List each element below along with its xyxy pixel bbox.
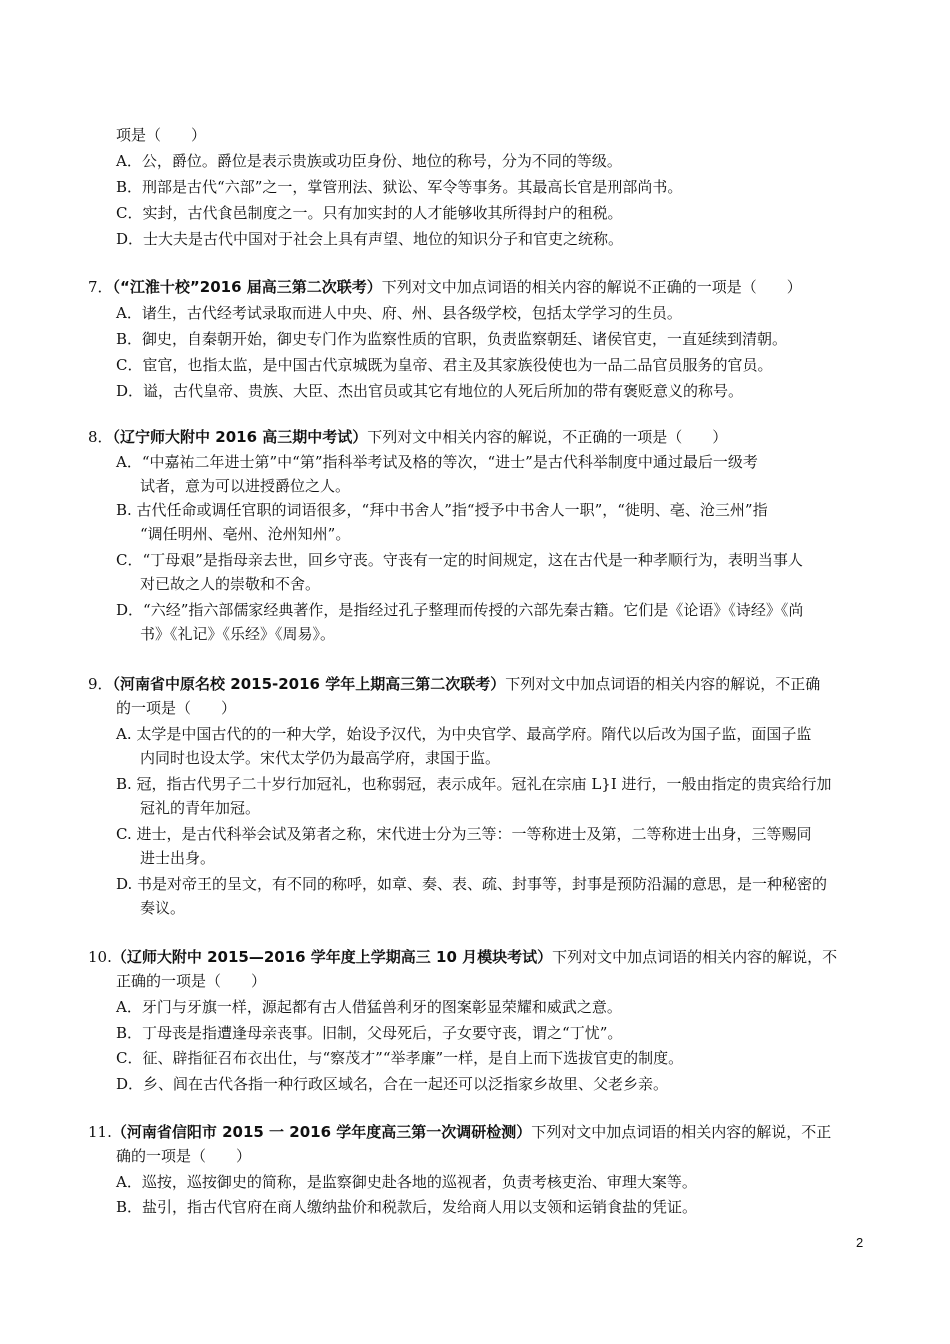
- q11-stem-continuation: 确的一项是（ ）: [116, 1147, 252, 1165]
- q9-stem-continuation: 的一项是（ ）: [116, 699, 237, 717]
- q8-option-c-cont: 对已故之人的崇敬和不舍。: [140, 575, 321, 593]
- q8-option-a-cont: 试者，意为可以进授爵位之人。: [140, 477, 351, 495]
- q8-header: [88, 427, 727, 447]
- q8-option-b-cont: “调任明州、亳州、沧州知州”。: [140, 525, 351, 543]
- q8-option-d: D．“六经”指六部儒家经典著作，是指经过孔子整理而传授的六部先秦古籍。它们是《论语》《诗经》《尚: [116, 601, 804, 619]
- q7-option-d: D．谥，古代皇帝、贵族、大臣、杰出官员或其它有地位的人死后所加的带有褒贬意义的称号。: [116, 382, 744, 400]
- q7-number: 7．: [88, 278, 113, 296]
- q10-source: （辽师大附中 2015—2016 学年度上学期高三 10 月模块考试）: [111, 948, 553, 966]
- q10-stem: 下列对文中加点词语的相关内容的解说，不: [552, 948, 838, 966]
- q7-header: [88, 277, 802, 297]
- q6-option-c: C．实封，古代食邑制度之一。只有加实封的人才能够收其所得封户的租税。: [116, 204, 623, 222]
- q6-option-a: A．公，爵位。爵位是表示贵族或功臣身份、地位的称号，分为不同的等级。: [116, 152, 622, 170]
- q6-option-b: B．刑部是古代“六部”之一，掌管刑法、狱讼、军令等事务。其最高长官是刑部尚书。: [116, 178, 683, 196]
- q10-option-a: A．牙门与牙旗一样，源起都有古人借猛兽利牙的图案彰显荣耀和威武之意。: [116, 998, 622, 1016]
- q9-option-d-cont: 奏议。: [140, 899, 186, 917]
- q9-number: 9．: [88, 675, 113, 693]
- q7-option-c: C．宦官，也指太监，是中国古代京城既为皇帝、君主及其家族役使也为一品二品官员服务的官员。: [116, 356, 773, 374]
- q9-option-a: A. 太学是中国古代的的一种大学，始设予汉代，为中央官学、最高学府。隋代以后改为国子监，面国子监: [116, 725, 812, 743]
- q9-option-d: D. 书是对帝王的呈文，有不同的称呼，如章、奏、表、疏、封事等，封事是预防沿漏的意思，是一种秘密的: [116, 875, 828, 893]
- q8-source: （辽宁师大附中 2016 高三期中考试）: [112, 428, 368, 446]
- q8-option-b: B. 古代任命或调任官职的词语很多，“拜中书舍人”指“授予中书舍人一职”，“徙明、亳、沧三州”指: [116, 501, 768, 519]
- q11-header: [88, 1122, 831, 1142]
- q9-source: （河南省中原名校 2015-2016 学年上期高三第二次联考）: [112, 675, 506, 693]
- q8-option-a: A．“中嘉祐二年进士第”中“第”指科举考试及格的等次，“进士”是古代科举制度中通过最后一级考: [116, 453, 758, 471]
- q9-option-b: B. 冠，指古代男子二十岁行加冠礼，也称弱冠，表示成年。冠礼在宗庙 L}I 进行，一般由指定的贵宾给行加: [116, 775, 832, 793]
- q9-header: [88, 674, 820, 694]
- q7-source: （“江淮十校”2016 届高三第二次联考）: [112, 278, 382, 296]
- q10-number: 10.: [88, 948, 112, 966]
- q9-option-b-cont: 冠礼的青年加冠。: [140, 799, 261, 817]
- q10-option-b: B．丁母丧是指遭逢母亲丧事。旧制，父母死后，子女要守丧，谓之“丁忧”。: [116, 1024, 623, 1042]
- q6-option-d: D．士大夫是古代中国对于社会上具有声望、地位的知识分子和官吏之统称。: [116, 230, 624, 248]
- q8-number: 8．: [88, 428, 113, 446]
- q8-option-d-cont: 书》《礼记》《乐经》《周易》。: [140, 625, 336, 643]
- q10-header: [88, 947, 837, 967]
- q9-option-c-cont: 进士出身。: [140, 849, 216, 867]
- q11-number: 11.: [88, 1123, 112, 1141]
- q6-stem-continuation: 项是（ ）: [116, 126, 207, 144]
- q8-stem: 下列对文中相关内容的解说，不正确的一项是（ ）: [367, 428, 728, 446]
- q7-option-a: A．诸生，古代经考试录取而进人中央、府、州、县各级学校，包括太学学习的生员。: [116, 304, 682, 322]
- q7-option-b: B．御史，自秦朝开始，御史专门作为监察性质的官职，负责监察朝廷、诸侯官吏，一直延续到清朝。: [116, 330, 788, 348]
- q11-option-b: B．盐引，指古代官府在商人缴纳盐价和税款后，发给商人用以支领和运销食盐的凭证。: [116, 1198, 698, 1216]
- q10-option-c: C．征、辟指征召布衣出仕，与“察茂才”“举孝廉”一样，是自上而下选拔官吏的制度。: [116, 1049, 684, 1067]
- q7-stem: 下列对文中加点词语的相关内容的解说不正确的一项是（ ）: [381, 278, 802, 296]
- q11-stem: 下列对文中加点词语的相关内容的解说，不正: [531, 1123, 832, 1141]
- q9-stem: 下列对文中加点词语的相关内容的解说，不正确: [505, 675, 821, 693]
- page-number: 2: [856, 1235, 864, 1250]
- q11-option-a: A．巡按，巡按御史的简称，是监察御史赴各地的巡视者，负责考核吏治、审理大案等。: [116, 1173, 697, 1191]
- q9-option-a-cont: 内同时也设太学。宋代太学仍为最高学府，隶国于监。: [140, 749, 501, 767]
- q10-stem-continuation: 正确的一项是（ ）: [116, 972, 267, 990]
- q9-option-c: C. 进士，是古代科举会试及第者之称，宋代进士分为三等：一等称进士及第，二等称进士出身，三等赐同: [116, 825, 812, 843]
- q8-option-c: C．“丁母艰”是指母亲去世，回乡守丧。守丧有一定的时间规定，这在古代是一种孝顺行为，表明当事人: [116, 551, 803, 569]
- q11-source: （河南省信阳市 2015 一 2016 学年度高三第一次调研检测）: [111, 1123, 532, 1141]
- q10-option-d: D．乡、闾在古代各指一种行政区域名，合在一起还可以泛指家乡故里、父老乡亲。: [116, 1075, 669, 1093]
